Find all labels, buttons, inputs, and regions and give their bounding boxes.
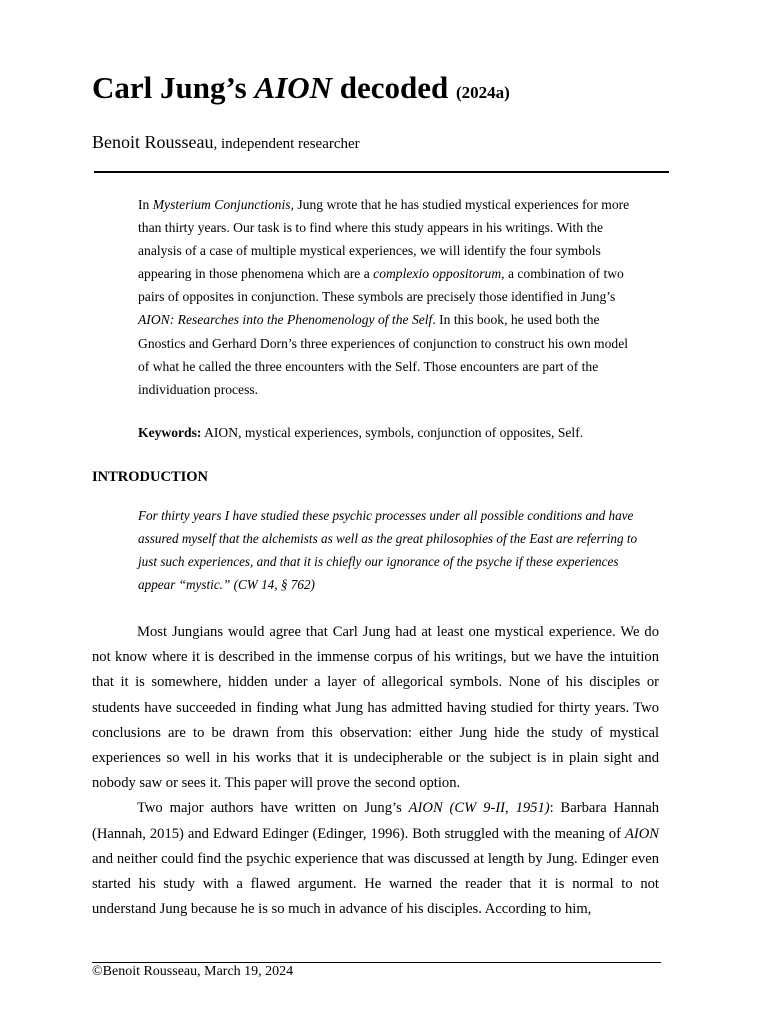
- keywords-text: AION, mystical experiences, symbols, conjunction of opposites, Self.: [201, 425, 584, 440]
- abstract-text: , Jung wrote that he has studied mystical experiences for more than thirty years. Our task is to find where this study appears in his writings. With the analysis of a case of multiple mystical experiences, we will identify the four symbols appearing in those phenomena which are a: [138, 197, 630, 282]
- body-text-span: Two major authors have written on Jung’s: [137, 800, 409, 817]
- section-heading-introduction: INTRODUCTION: [92, 469, 209, 485]
- title-text: Carl Jung’s: [92, 70, 255, 105]
- paper-title: [92, 68, 510, 113]
- epigraph-quote: For thirty years I have studied these psychic processes under all possible conditions and have assured myself that the alchemists as well as the great philosophies of the East are referring to just such experiences, and that it is chiefly our ignorance of the psyche if these experiences appear “mystic.” (CW 14, § 762): [138, 508, 638, 592]
- author-name: Benoit Rousseau: [92, 132, 214, 152]
- body-italic-aion: AION: [624, 825, 659, 842]
- title-divider: [94, 171, 669, 173]
- title-italic-aion: AION: [254, 70, 332, 105]
- body-paragraph-1: Most Jungians would agree that Carl Jung had at least one mystical experience. We do not know where it is described in the immense corpus of his writings, but we have the intuition that it is somewhere, hidden under a layer of allegorical symbols. None of his disciples or students have succeeded in finding what Jung has admitted having studied for thirty years. Two conclusions are to be drawn from this observation: either Jung hide the study of mystical experiences so well in his works that it is undecipherable or the subject is in plain sight and nobody saw or sees it. This paper will prove the second option.: [92, 624, 659, 792]
- abstract: [138, 193, 638, 401]
- abstract-italic-aion-title: AION: Researches into the Phenomenology of the Self: [138, 312, 433, 328]
- keywords: [138, 421, 658, 444]
- abstract-italic-mysterium: Mysterium Conjunctionis: [152, 197, 291, 212]
- body-text: [92, 620, 659, 922]
- author-line: [92, 130, 360, 156]
- body-paragraph-2: [92, 796, 659, 922]
- footer-copyright: ©Benoit Rousseau, March 19, 2024: [92, 964, 294, 979]
- keywords-label: Keywords:: [138, 425, 202, 440]
- abstract-text: , a combination of two pairs of opposites in conjunction. These symbols are precisely those identified in Jung’s: [138, 266, 624, 305]
- title-text-suffix: decoded: [332, 70, 456, 105]
- author-affiliation: , independent researcher: [213, 136, 360, 152]
- body-text-span: : Barbara Hannah (Hannah, 2015) and Edward Edinger (Edinger, 1996). Both struggled with the meaning of: [92, 800, 659, 842]
- abstract-italic-complexio: complexio oppositorum: [373, 266, 502, 282]
- body-text-span: and neither could find the psychic experience that was discussed at length by Jung. Edinger even started his study with a flawed argument. He warned the reader that it is normal to not understand Jung because he is so much in advance of his disciples. According to him,: [92, 850, 659, 918]
- abstract-text: In: [138, 197, 153, 212]
- body-italic-aion-citation: AION (CW 9-II, 1951): [408, 800, 550, 817]
- title-year: (2024a): [456, 83, 510, 102]
- abstract-text: . In this book, he used both the Gnostics and Gerhard Dorn’s three experiences of conjunction to construct his own model of what he called the three encounters with the Self. Those encounters are part of the individuation process.: [138, 312, 628, 397]
